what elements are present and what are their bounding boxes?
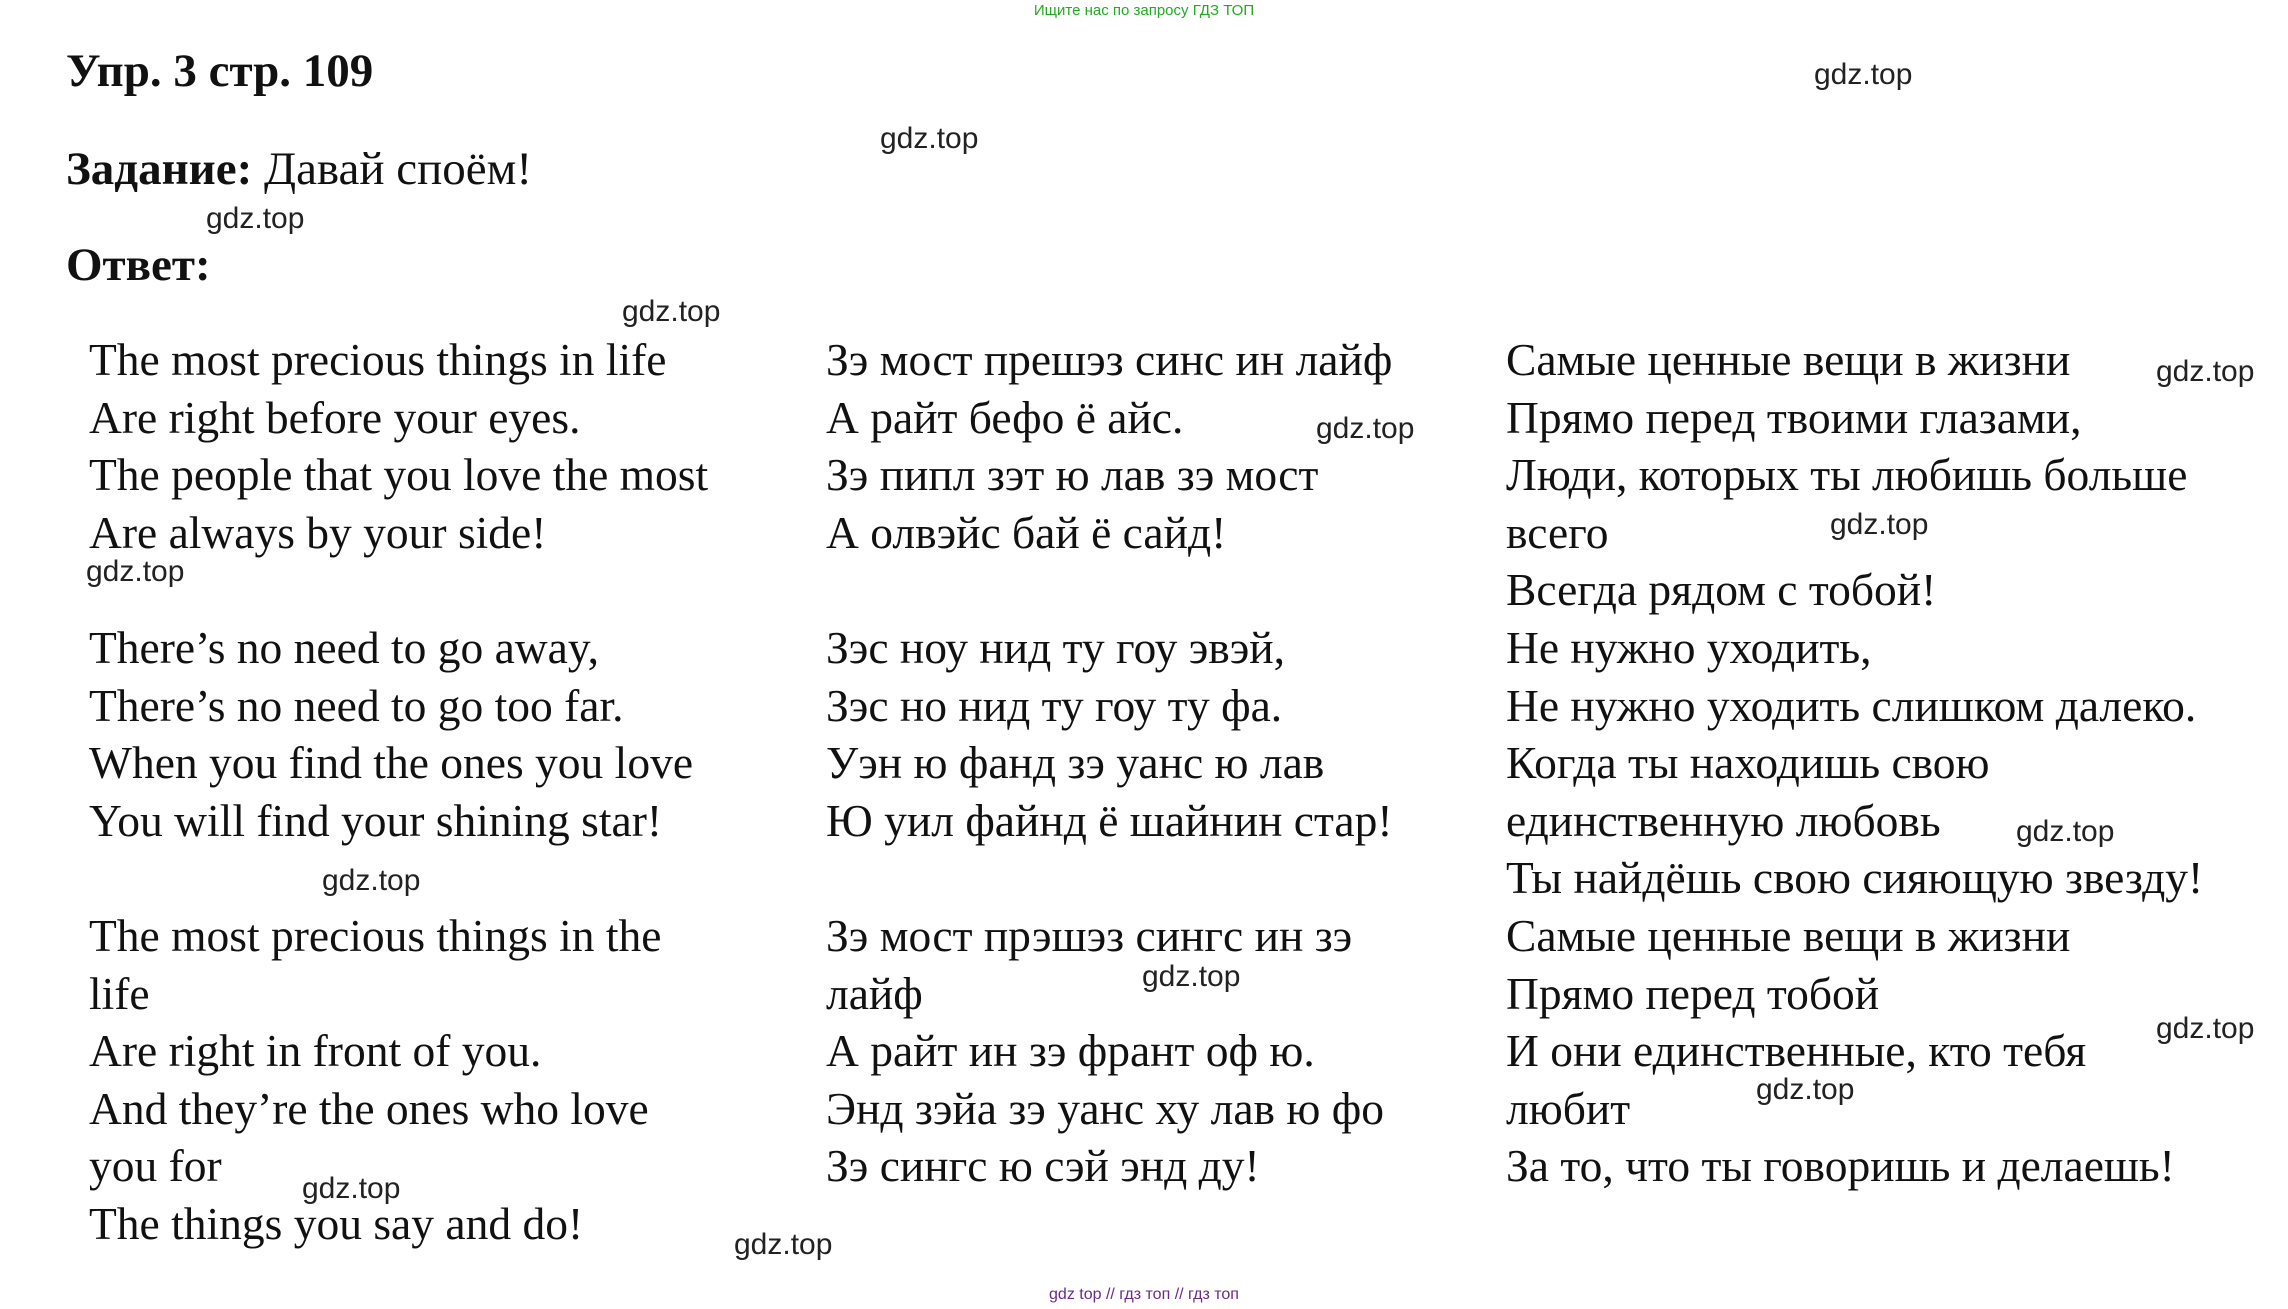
transcription-line: Зэ мост прешэз синс ин лайф	[826, 334, 1393, 385]
watermark: gdz.top	[1814, 58, 1913, 91]
english-lyrics-column	[89, 331, 708, 1253]
watermark: gdz.top	[86, 555, 185, 588]
lyric-line: life	[89, 967, 150, 1019]
lyric-line: The most precious things in life	[89, 334, 667, 385]
lyric-line: And they’re the ones who love	[89, 1082, 649, 1134]
transcription-line: лайф	[826, 967, 923, 1019]
transcription-line: Уэн ю фанд зэ уанс ю лав	[826, 737, 1325, 789]
transcription-line: Энд зэйа зэ уанс ху лав ю фо	[826, 1082, 1384, 1134]
page-title: Упр. 3 стр. 109	[66, 45, 374, 97]
blank-line	[826, 849, 1393, 907]
translation-line: всего	[1506, 506, 1609, 558]
translation-line: Не нужно уходить слишком далеко.	[1506, 679, 2197, 731]
lyric-line: Are right in front of you.	[89, 1025, 542, 1077]
transcription-column	[826, 331, 1393, 1195]
lyric-line: There’s no need to go too far.	[89, 679, 624, 731]
lyric-line: Are always by your side!	[89, 506, 547, 558]
watermark: gdz.top	[622, 295, 721, 328]
watermark: gdz.top	[322, 864, 421, 897]
translation-line: Прямо перед тобой	[1506, 967, 1880, 1019]
lyric-line: The people that you love the most	[89, 449, 709, 501]
translation-line: Не нужно уходить,	[1506, 621, 1872, 673]
transcription-line: Зэ пипл зэт ю лав зэ мост	[826, 449, 1319, 501]
translation-line: единственную любовь	[1506, 794, 1941, 846]
blank-line	[826, 561, 1393, 619]
footer-links: gdz top // гдз топ // гдз топ	[1049, 1286, 1239, 1303]
watermark: gdz.top	[2156, 1012, 2255, 1045]
lyric-line: When you find the ones you love	[89, 737, 694, 789]
watermark: gdz.top	[1830, 508, 1929, 541]
lyric-line: There’s no need to go away,	[89, 621, 600, 673]
watermark: gdz.top	[206, 202, 305, 235]
answer-label: Ответ:	[66, 239, 211, 291]
transcription-line: А райт бефо ё айс.	[826, 391, 1184, 443]
lyric-line: Are right before your eyes.	[89, 391, 581, 443]
transcription-line: А райт ин зэ франт оф ю.	[826, 1025, 1315, 1077]
translation-line: Когда ты находишь свою	[1506, 737, 1990, 789]
russian-translation-column	[1506, 331, 2203, 1195]
translation-line: Самые ценные вещи в жизни	[1506, 909, 2071, 961]
transcription-line: Зэ сингс ю сэй энд ду!	[826, 1140, 1260, 1192]
watermark: gdz.top	[1756, 1073, 1855, 1106]
transcription-line: Зэс ноу нид ту гоу эвэй,	[826, 621, 1285, 673]
translation-line: Самые ценные вещи в жизни	[1506, 334, 2071, 385]
watermark: gdz.top	[302, 1172, 401, 1205]
watermark: gdz.top	[880, 122, 979, 155]
translation-line: За то, что ты говоришь и делаешь!	[1506, 1140, 2175, 1192]
transcription-line: Зэс но нид ту гоу ту фа.	[826, 679, 1283, 731]
top-banner: Ищите нас по запросу ГДЗ ТОП	[1033, 2, 1255, 19]
transcription-line: Ю уил файнд ё шайнин стар!	[826, 794, 1393, 846]
translation-line: Ты найдёшь свою сияющую звезду!	[1506, 852, 2204, 904]
translation-line: Всегда рядом с тобой!	[1506, 564, 1937, 616]
translation-line: И они единственные, кто тебя	[1506, 1025, 2087, 1077]
watermark: gdz.top	[2016, 815, 2115, 848]
transcription-line: А олвэйс бай ё сайд!	[826, 506, 1227, 558]
task-line	[66, 142, 532, 196]
transcription-line: Зэ мост прэшэз сингс ин зэ	[826, 909, 1353, 961]
translation-line: Прямо перед твоими глазами,	[1506, 391, 2082, 443]
task-text: Давай споём!	[252, 143, 533, 195]
lyric-line: The things you say and do!	[89, 1197, 584, 1249]
task-label: Задание:	[66, 143, 253, 195]
watermark: gdz.top	[2156, 355, 2255, 388]
watermark: gdz.top	[1316, 412, 1415, 445]
translation-line: Люди, которых ты любишь больше	[1506, 449, 2188, 501]
translation-line: любит	[1506, 1082, 1631, 1134]
watermark: gdz.top	[734, 1228, 833, 1261]
watermark: gdz.top	[1142, 960, 1241, 993]
lyric-line: You will find your shining star!	[89, 794, 662, 846]
lyric-line: The most precious things in the	[89, 909, 662, 961]
lyric-line: you for	[89, 1140, 222, 1192]
